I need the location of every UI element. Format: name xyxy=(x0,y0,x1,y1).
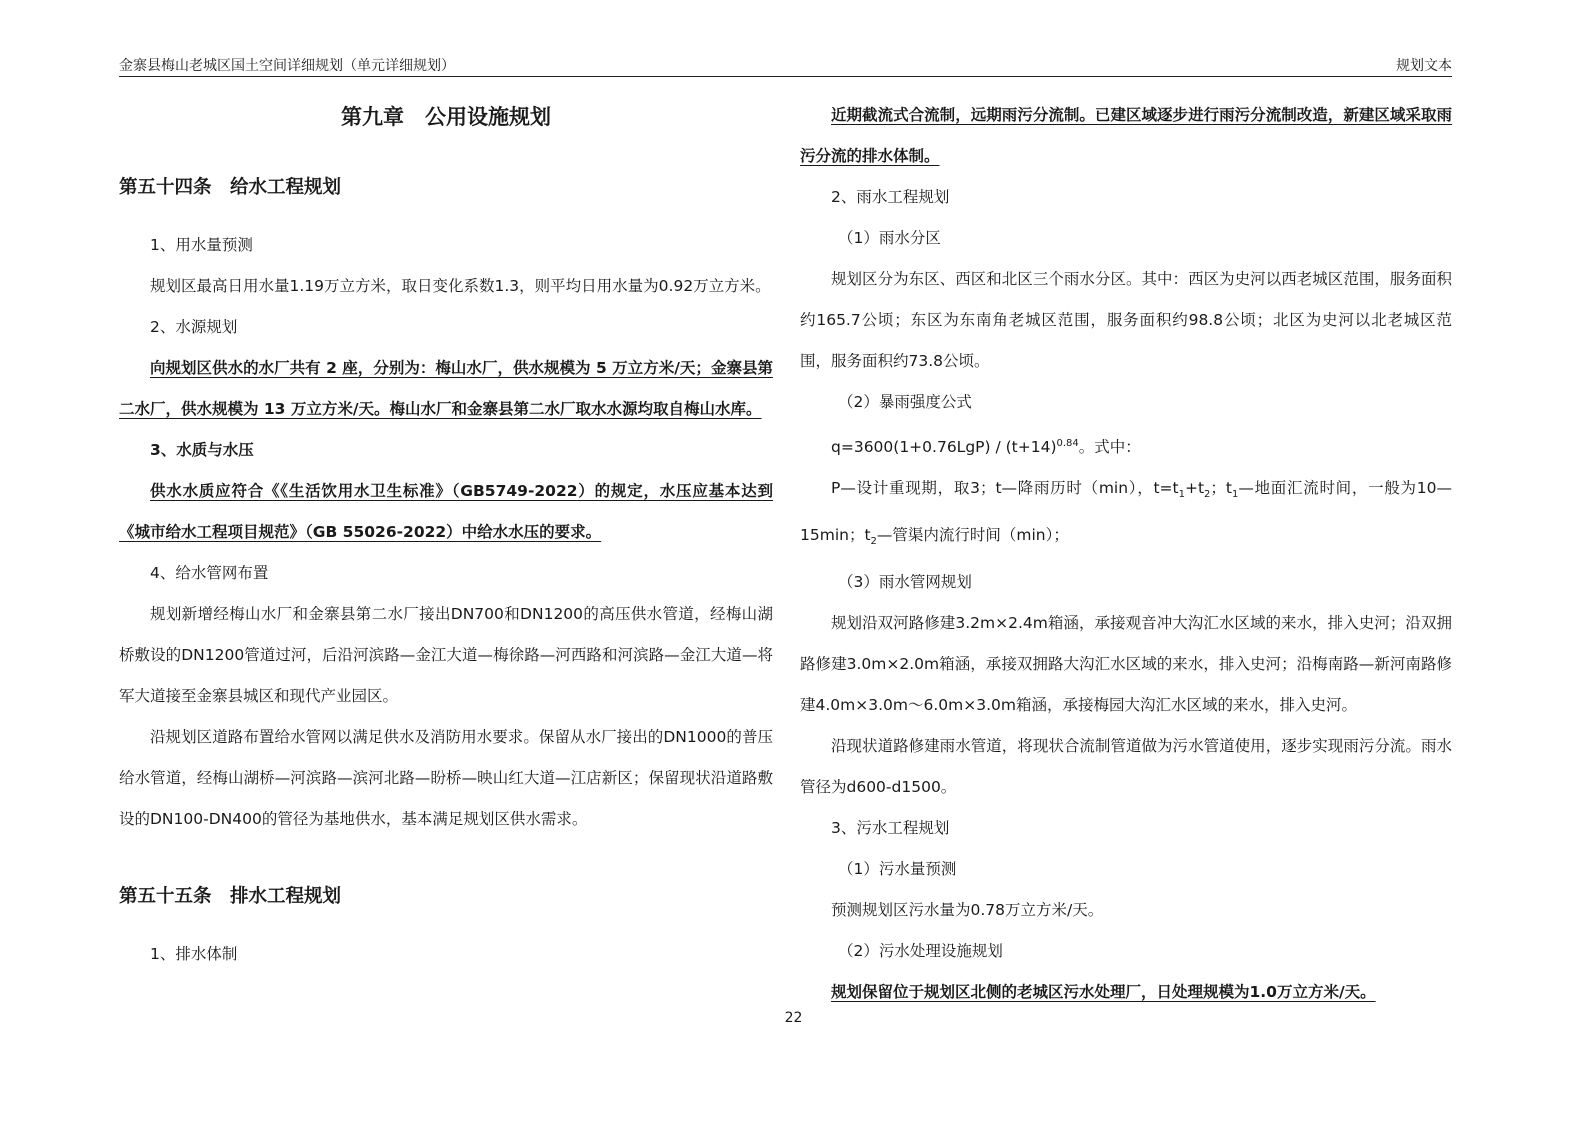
document-type: 规划文本 xyxy=(1396,58,1452,74)
water-source-text: 向规划区供水的水厂共有 2 座，分别为：梅山水厂，供水规模为 5 万立方米/天；金寨县第二水厂，供水规模为 13 万立方米/天。梅山水厂和金寨县第二水厂取水水源均取自梅山水库。 xyxy=(119,359,773,418)
document-title: 金寨县梅山老城区国土空间详细规划（单元详细规划） xyxy=(119,58,455,74)
rain-zone-text: 规划区分为东区、西区和北区三个雨水分区。其中：西区为史河以西老城区范围，服务面积约165.7公顷；东区为东南角老城区范围，服务面积约98.8公顷；北区为史河以北老城区范围，服务面积约73.8公顷。 xyxy=(800,270,1452,370)
right-column xyxy=(800,95,1452,1013)
water-network-text-2: 沿规划区道路布置给水管网以满足供水及消防用水要求。保留从水厂接出的DN1000的普压给水管道，经梅山湖桥—河滨路—滨河北路—盼桥—映山红大道—江店新区；保留现状沿道路敷设的DN100-DN400的管径为基地供水，基本满足规划区供水需求。 xyxy=(119,728,773,828)
rain-network-text-1: 规划沿双河路修建3.2m×2.4m箱涵，承接观音冲大沟汇水区域的来水，排入史河；沿双拥路修建3.0m×2.0m箱涵，承接双拥路大沟汇水区域的来水，排入史河；沿梅南路—新河南路修建4.0m×3.0m～6.0m×3.0m箱涵，承接梅园大沟汇水区域的来水，排入史河。 xyxy=(800,614,1452,715)
param-t1-text: —地面汇流时间，一般为10—15min；t xyxy=(800,479,1452,545)
rain-network-text-2: 沿现状道路修建雨水管道，将现状合流制管道做为污水管道使用，逐步实现雨污分流。雨水管径为d600-d1500。 xyxy=(800,737,1452,797)
param-plus: +t xyxy=(1184,479,1205,498)
storm-formula xyxy=(800,423,1452,468)
water-quality-heading: 3、水质与水压 xyxy=(150,441,254,459)
chapter-title: 第九章 公用设施规划 xyxy=(341,105,551,129)
water-network-heading: 4、给水管网布置 xyxy=(150,564,269,582)
param-t1-prefix: ；t xyxy=(1210,479,1232,498)
left-column xyxy=(119,95,773,975)
page-number: 22 xyxy=(784,1010,803,1026)
drainage-system-heading: 1、排水体制 xyxy=(150,945,238,963)
water-network-text-1: 规划新增经梅山水厂和金寨县第二水厂接出DN700和DN1200的高压供水管道，经梅山湖桥敷设的DN1200管道过河，后沿河滨路—金江大道—梅徐路—河西路和河滨路—金江大道—将军大道接至金寨县城区和现代产业园区。 xyxy=(119,605,773,705)
param-subscript: 2 xyxy=(870,536,877,548)
rain-zone-heading: （1）雨水分区 xyxy=(838,229,941,247)
drainage-system-text: 近期截流式合流制，远期雨污分流制。已建区域逐步进行雨污分流制改造，新建区域采取雨污分流的排水体制。 xyxy=(800,106,1452,165)
water-demand-text: 规划区最高日用水量1.19万立方米，取日变化系数1.3，则平均日用水量为0.92万立方米。 xyxy=(150,277,771,295)
sewage-forecast-heading: （1）污水量预测 xyxy=(838,860,957,879)
sewage-facility-text: 规划保留位于规划区北侧的老城区污水处理厂，日处理规模为1.0万立方米/天。 xyxy=(831,983,1376,1002)
section-spacer xyxy=(119,840,773,880)
rain-network-heading: （3）雨水管网规划 xyxy=(838,573,972,592)
sewage-forecast-text: 预测规划区污水量为0.78万立方米/天。 xyxy=(831,901,1104,920)
param-subscript: 1 xyxy=(1178,489,1185,501)
sewage-facility-heading: （2）污水处理设施规划 xyxy=(838,942,1003,961)
sewage-heading: 3、污水工程规划 xyxy=(831,819,950,838)
formula-tail: 。式中： xyxy=(1078,438,1141,457)
water-quality-text: 供水水质应符合《《生活饮用水卫生标准》（GB5749-2022）的规定，水压应基本达到《城市给水工程项目规范》（GB 55026-2022）中给水水压的要求。 xyxy=(119,482,773,541)
page-header xyxy=(119,54,1452,77)
formula-exponent: 0.84 xyxy=(1056,438,1079,449)
formula-main: q=3600(1+0.76LgP) / (t+14) xyxy=(831,438,1057,457)
param-p: P—设计重现期，取3；t—降雨历时（min），t=t xyxy=(831,479,1179,498)
water-source-heading: 2、水源规划 xyxy=(150,318,238,336)
article-55-title: 第五十五条 排水工程规划 xyxy=(119,886,342,907)
article-54-title: 第五十四条 给水工程规划 xyxy=(119,177,342,198)
water-demand-heading: 1、用水量预测 xyxy=(150,236,253,254)
rainwater-heading: 2、雨水工程规划 xyxy=(831,188,950,206)
param-subscript: 1 xyxy=(1232,489,1239,501)
param-subscript: 2 xyxy=(1204,489,1211,501)
formula-parameters xyxy=(800,468,1452,562)
storm-formula-heading: （2）暴雨强度公式 xyxy=(838,393,972,411)
param-t2-text: —管渠内流行时间（min）； xyxy=(876,526,1069,545)
